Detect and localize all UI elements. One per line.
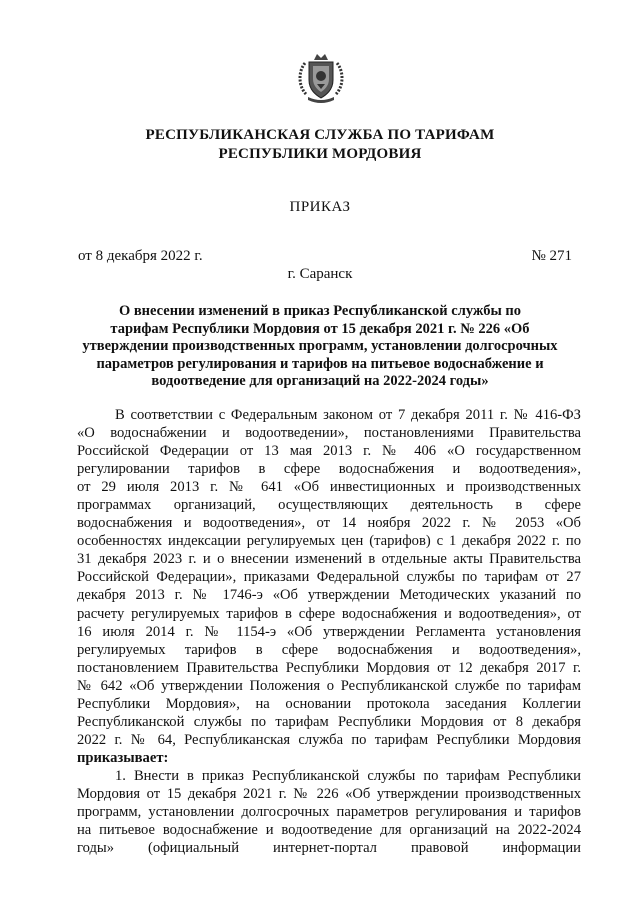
city: г. Саранск (287, 266, 353, 282)
coat-of-arms-icon (296, 50, 346, 104)
body-line: водоснабжения и водоотведения», от 14 ноября 2022 г. № 2053 «Об (77, 515, 581, 532)
title-line: водоотведение для организаций на 2022-2024 годы» (151, 373, 489, 389)
body-line: регулировании тарифов в сфере водоснабжения и водоотведения», (77, 461, 581, 478)
body-line: 2022 г. № 64, Республиканская служба по тарифам Республики Мордовия (77, 731, 581, 748)
title-line: утверждении производственных программ, установлении долгосрочных (82, 338, 558, 354)
body-line: 16 июля 2014 г. № 1154-э «Об утверждении Регламента установления (77, 623, 581, 640)
body-line: декабря 2013 г. № 1746-э «Об утверждении Методических указаний по (77, 587, 581, 604)
body-line: Российской Федерации от 13 мая 2013 г. № 406 «О государственном (77, 443, 581, 460)
body-line: программах организаций, осуществляющих деятельность в сфере (77, 497, 581, 514)
body-line: от 29 июля 2013 г. № 641 «Об инвестиционных и производственных (77, 479, 581, 496)
item-line: на питьевое водоснабжение и водоотведение для организаций на 2022-2024 (77, 822, 581, 839)
document-type: ПРИКАЗ (289, 199, 351, 215)
body-line: Республиканской службы по тарифам Республики Мордовия от 8 декабря (77, 713, 581, 730)
item-line: программ, установлении долгосрочных параметров регулирования и тарифов (77, 804, 581, 821)
order-number: № 271 (531, 248, 572, 264)
order-word: приказывает: (77, 749, 169, 766)
body-line: Российской Федерации», приказами Федеральной службы по тарифам от 27 (77, 569, 581, 586)
title-line: О внесении изменений в приказ Республиканской службы по (118, 303, 522, 319)
agency-name-line2: РЕСПУБЛИКИ МОРДОВИЯ (218, 146, 422, 162)
body-line: Республики Мордовия», на основании протокола заседания Коллегии (77, 695, 581, 712)
body-line: регулируемых тарифов в сфере водоснабжения и водоотведения», (77, 641, 581, 658)
item-line: годы» (официальный интернет-портал правовой информации (77, 840, 581, 857)
body-line: № 642 «Об утверждении Положения о Республиканской службе по тарифам (77, 677, 581, 694)
title-line: параметров регулирования и тарифов на питьевое водоснабжение и (96, 355, 544, 372)
body-line: «О водоснабжении и водоотведении», постановлениями Правительства (77, 425, 581, 442)
order-date: от 8 декабря 2022 г. (78, 248, 203, 264)
item-line: Мордовия от 15 декабря 2021 г. № 226 «Об утверждении производственных (77, 785, 581, 802)
body-line: постановлением Правительства Республики Мордовия от 12 декабря 2017 г. (77, 659, 581, 676)
order-body (77, 406, 581, 857)
body-line: 31 декабря 2023 г. и о внесении изменений в отдельные акты Правительства (77, 551, 581, 568)
body-line: В соответствии с Федеральным законом от 7 декабря 2011 г. № 416-ФЗ (115, 407, 581, 423)
item-line: 1. Внести в приказ Республиканской службы по тарифам Республики (115, 767, 581, 784)
body-line: особенностях индексации регулируемых цен (тарифов) с 1 декабря 2022 г. по (77, 533, 581, 550)
order-title (60, 303, 580, 391)
body-line-order-word (77, 749, 581, 767)
body-line: расчету регулируемых тарифов в сфере водоснабжения и водоотведения», от (77, 605, 581, 622)
title-line: тарифам Республики Мордовия от 15 декабря 2021 г. № 226 «Об (110, 320, 530, 337)
agency-name-line1: РЕСПУБЛИКАНСКАЯ СЛУЖБА ПО ТАРИФАМ (145, 127, 495, 143)
